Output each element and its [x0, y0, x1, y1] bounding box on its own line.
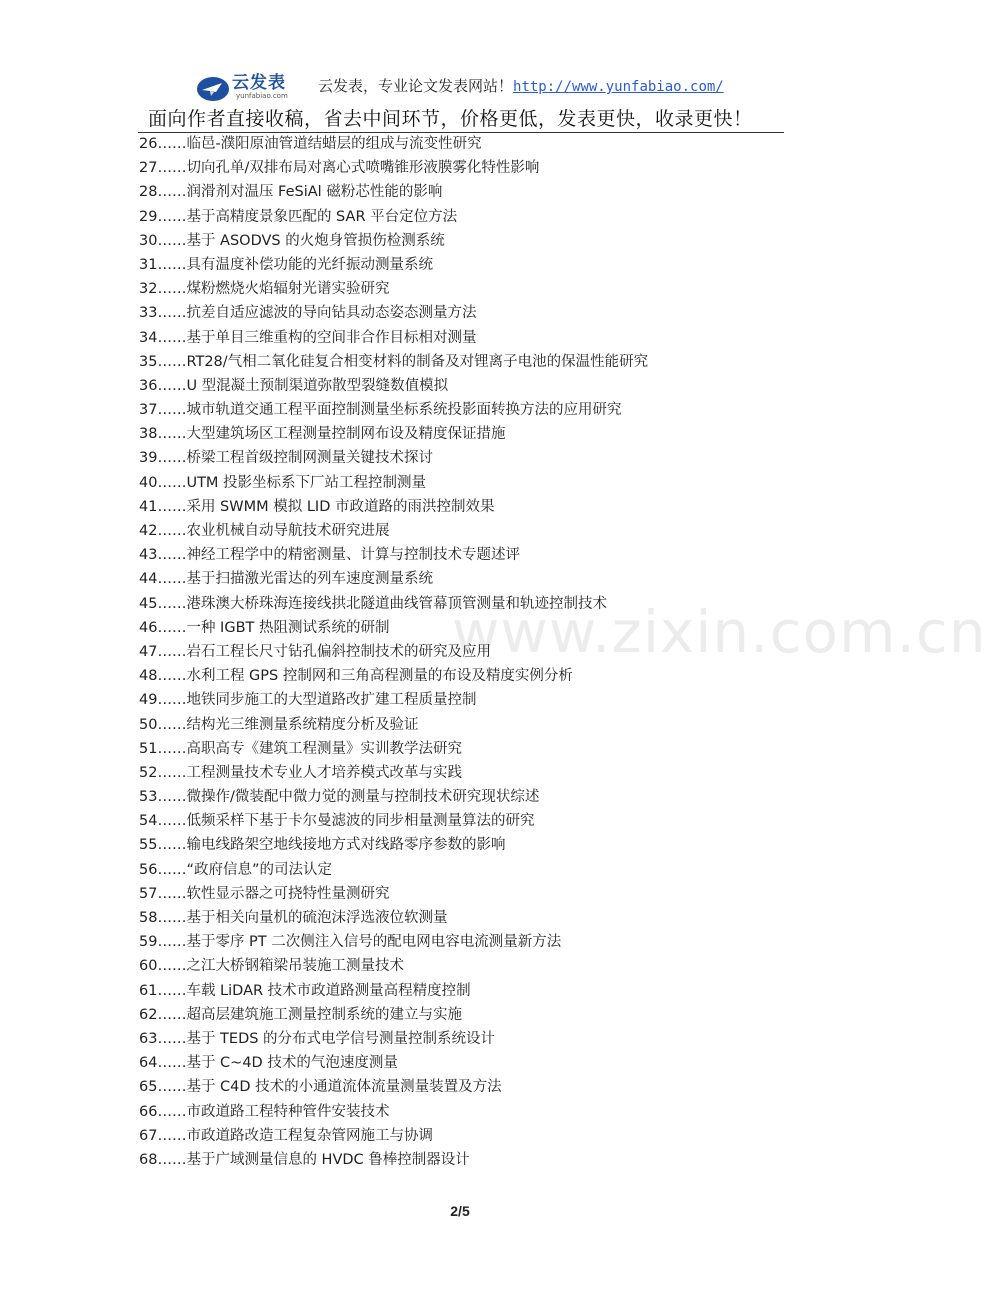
- list-item: 39……桥梁工程首级控制网测量关键技术探讨: [139, 450, 433, 467]
- page-header: [0, 0, 920, 134]
- tagline-text: 云发表，专业论文发表网站！: [318, 77, 514, 95]
- list-item: 27……切向孔单/双排布局对离心式喷嘴锥形液膜雾化特性影响: [139, 160, 540, 177]
- header-slogan: 面向作者直接收稿，省去中间环节，价格更低，发表更快，收录更快！: [148, 108, 753, 130]
- list-item: 57……软性显示器之可挠特性量测研究: [139, 885, 390, 902]
- list-item: 31……具有温度补偿功能的光纤振动测量系统: [139, 256, 433, 273]
- list-item: 40……UTM 投影坐标系下厂站工程控制测量: [139, 474, 427, 491]
- list-item: 41……采用 SWMM 模拟 LID 市政道路的雨洪控制效果: [139, 498, 495, 515]
- list-item: 59……基于零序 PT 二次侧注入信号的配电网电容电流测量新方法: [139, 934, 562, 951]
- list-item: 37……城市轨道交通工程平面控制测量坐标系统投影面转换方法的应用研究: [139, 402, 622, 419]
- list-item: 51……高职高专《建筑工程测量》实训教学法研究: [139, 740, 462, 757]
- list-item: 29……基于高精度景象匹配的 SAR 平台定位方法: [139, 208, 458, 225]
- list-item: 62……超高层建筑施工测量控制系统的建立与实施: [139, 1006, 462, 1023]
- list-item: 55……输电线路架空地线接地方式对线路零序参数的影响: [139, 837, 506, 854]
- list-item: 36……U 型混凝土预制渠道弥散型裂缝数值模拟: [139, 377, 449, 394]
- paper-title-list: [139, 132, 648, 1172]
- list-item: 44……基于扫描激光雷达的列车速度测量系统: [139, 571, 433, 588]
- list-item: 49……地铁同步施工的大型道路改扩建工程质量控制: [139, 692, 477, 709]
- list-item: 60……之江大桥钢箱梁吊装施工测量技术: [139, 958, 404, 975]
- list-item: 56……“政府信息”的司法认定: [139, 861, 332, 878]
- page-number: 2/5: [450, 1203, 470, 1219]
- list-item: 28……润滑剂对温压 FeSiAl 磁粉芯性能的影响: [139, 184, 443, 201]
- list-item: 43……神经工程学中的精密测量、计算与控制技术专题述评: [139, 547, 520, 564]
- list-item: 52……工程测量技术专业人才培养模式改革与实践: [139, 764, 462, 781]
- list-item: 46……一种 IGBT 热阻测试系统的研制: [139, 619, 390, 636]
- list-item: 42……农业机械自动导航技术研究进展: [139, 523, 390, 539]
- list-item: 47……岩石工程长尺寸钻孔偏斜控制技术的研究及应用: [139, 643, 491, 660]
- list-item: 65……基于 C4D 技术的小通道流体流量测量装置及方法: [139, 1079, 502, 1096]
- site-url-link[interactable]: http://www.yunfabiao.com/: [513, 79, 724, 95]
- list-item: 68……基于广域测量信息的 HVDC 鲁棒控制器设计: [139, 1151, 470, 1168]
- list-item: 66……市政道路工程特种管件安装技术: [139, 1103, 390, 1120]
- watermark: www.zixin.com.cn: [452, 598, 987, 666]
- logo-text: 云发表: [232, 73, 286, 93]
- list-item: 58……基于相关向量机的硫泡沫浮选液位软测量: [139, 910, 448, 926]
- list-item: 30……基于 ASODVS 的火炮身管损伤检测系统: [139, 232, 445, 249]
- list-item: 64……基于 C~4D 技术的气泡速度测量: [139, 1055, 398, 1072]
- list-item: 35……RT28/气相二氧化硅复合相变材料的制备及对锂离子电池的保温性能研究: [139, 353, 649, 370]
- list-item: 63……基于 TEDS 的分布式电学信号测量控制系统设计: [139, 1030, 496, 1047]
- list-item: 45……港珠澳大桥珠海连接线拱北隧道曲线管幕顶管测量和轨迹控制技术: [139, 595, 607, 612]
- list-item: 34……基于单目三维重构的空间非合作目标相对测量: [139, 329, 477, 346]
- list-item: 54……低频采样下基于卡尔曼滤波的同步相量测量算法的研究: [139, 813, 535, 830]
- yunfabiao-logo: [196, 70, 314, 104]
- list-item: 33……抗差自适应滤波的导向钻具动态姿态测量方法: [139, 305, 477, 322]
- list-item: 53……微操作/微装配中微力觉的测量与控制技术研究现状综述: [139, 789, 540, 806]
- cloud-plane-icon: [196, 70, 230, 104]
- list-item: 26……临邑-濮阳原油管道结蜡层的组成与流变性研究: [139, 136, 482, 152]
- list-item: 38……大型建筑场区工程测量控制网布设及精度保证措施: [139, 426, 506, 443]
- list-item: 48……水利工程 GPS 控制网和三角高程测量的布设及精度实例分析: [139, 668, 573, 685]
- logo-subtext: yunfabiao.com: [236, 92, 288, 100]
- list-item: 32……煤粉燃烧火焰辐射光谱实验研究: [139, 281, 390, 298]
- list-item: 67……市政道路改造工程复杂管网施工与协调: [139, 1127, 433, 1144]
- list-item: 61……车载 LiDAR 技术市政道路测量高程精度控制: [139, 982, 471, 999]
- site-tagline: [318, 75, 724, 96]
- list-item: 50……结构光三维测量系统精度分析及验证: [139, 716, 419, 733]
